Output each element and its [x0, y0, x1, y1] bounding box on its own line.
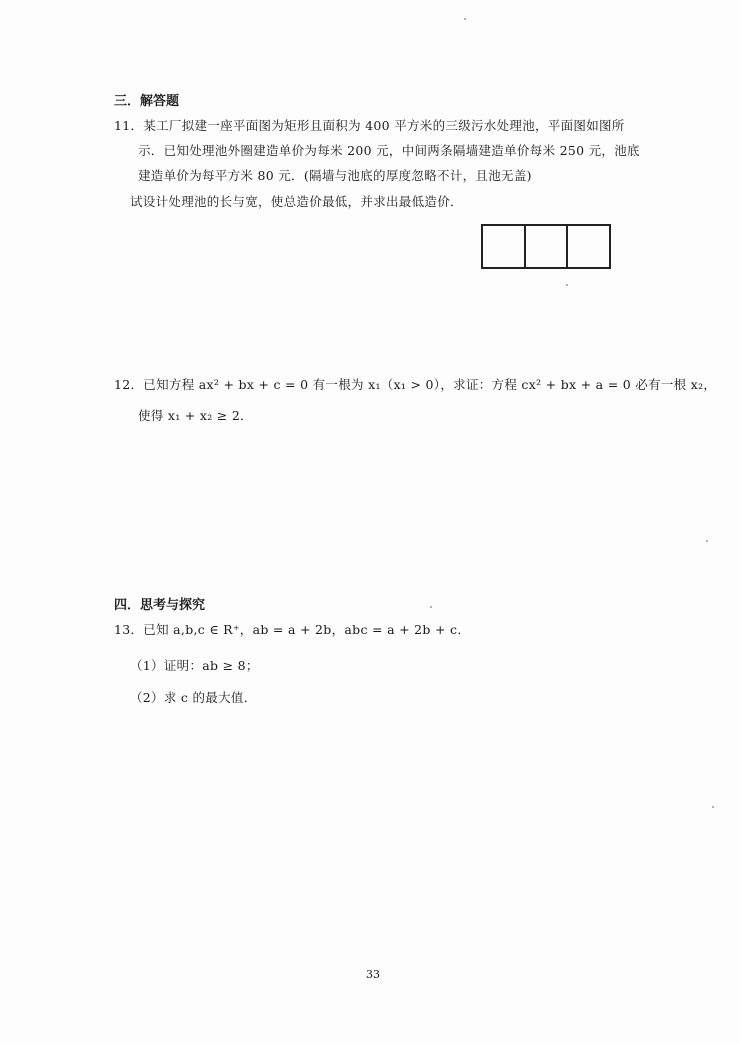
question-12-line-1: 12．已知方程 ax² + bx + c = 0 有一根为 x₁（x₁ > 0），求证：方程 cx² + bx + a = 0 必有一根 x₂，	[114, 377, 717, 392]
question-11-line-1: 11．某工厂拟建一座平面图为矩形且面积为 400 平方米的三级污水处理池，平面图如图所	[114, 118, 625, 133]
question-13-part-2: （2）求 c 的最大值．	[130, 690, 257, 705]
question-13-stem: 13．已知 a,b,c ∈ R⁺，ab = a + 2b，abc = a + 2b + c．	[114, 622, 471, 637]
page-number: 33	[366, 968, 380, 981]
question-11-line-3: 建造单价为每平方米 80 元．(隔墙与池底的厚度忽略不计，且池无盖)	[138, 168, 532, 183]
question-13-part-1: （1）证明：ab ≥ 8；	[130, 658, 259, 673]
scan-speck	[712, 806, 714, 808]
pool-section-1	[483, 226, 526, 267]
question-12-line-2: 使得 x₁ + x₂ ≥ 2．	[138, 408, 253, 423]
pool-section-3	[568, 226, 609, 267]
scan-speck	[430, 606, 432, 608]
question-11-line-4: 试设计处理池的长与宽，使总造价最低，并求出最低造价．	[130, 194, 463, 209]
section-4-heading: 四．思考与探究	[114, 598, 206, 613]
pool-floor-plan-diagram	[481, 224, 611, 269]
scan-speck	[706, 540, 708, 542]
pool-section-2	[526, 226, 569, 267]
scan-speck	[566, 284, 568, 286]
question-11-line-2: 示．已知处理池外圈建造单价为每米 200 元，中间两条隔墙建造单价每米 250 元，池底	[138, 143, 640, 158]
section-3-heading: 三．解答题	[114, 94, 180, 109]
scan-speck	[464, 18, 466, 20]
